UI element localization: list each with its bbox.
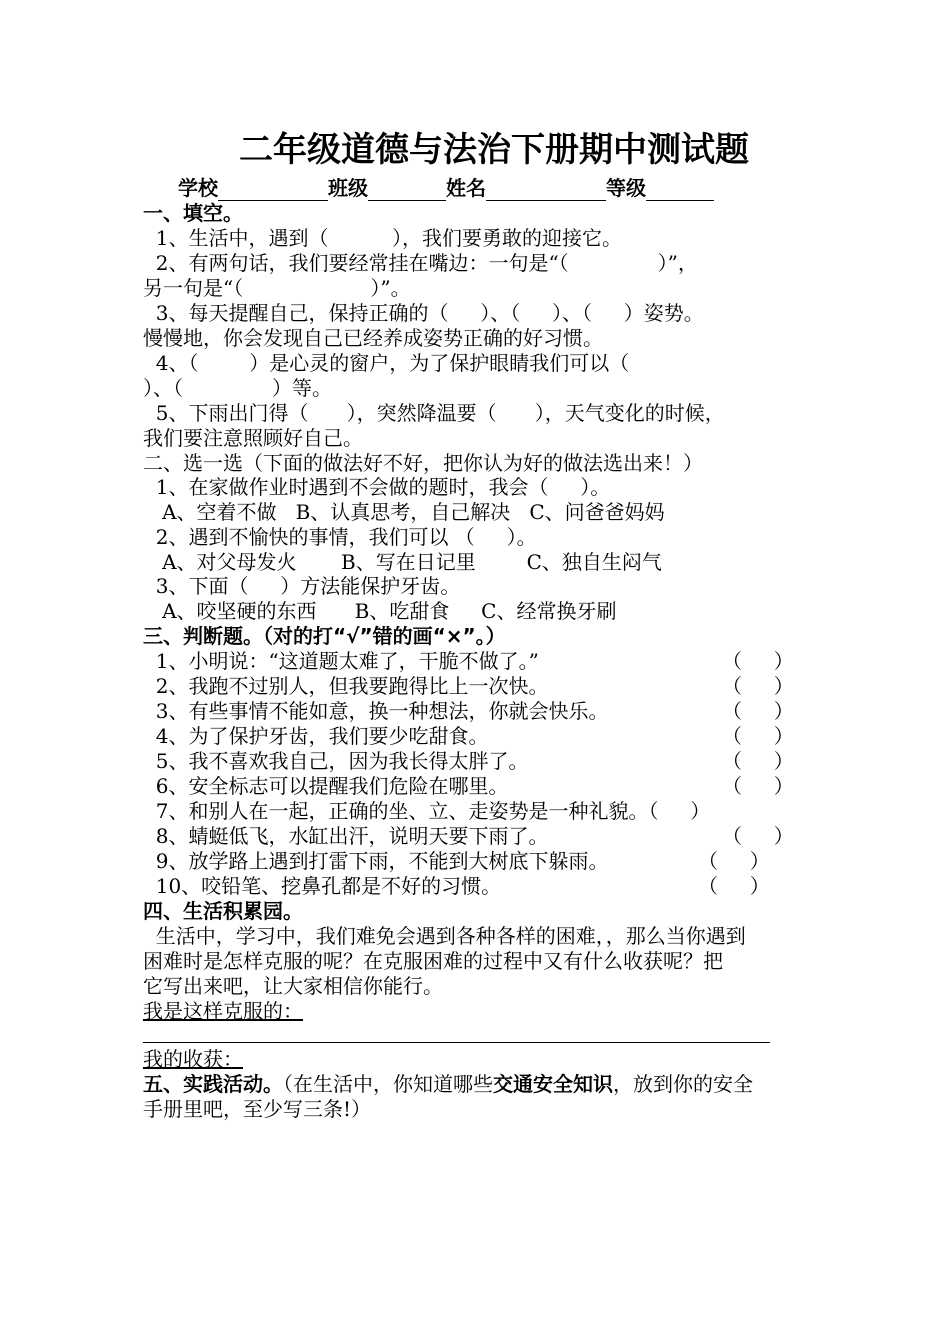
s1-line: 3、每天提醒自己，保持正确的（ ）、（ ）、（ ）姿势。 (143, 301, 704, 325)
class-label: 班级 (328, 176, 368, 200)
overcome-label: 我是这样克服的： (143, 999, 303, 1023)
s1-line: 慢慢地，你会发现自己已经养成姿势正确的好习惯。 (143, 326, 603, 350)
answer-paren[interactable]: （ ） (698, 874, 770, 898)
student-info-line (178, 175, 714, 201)
judge-item: 9、放学路上遇到打雷下雨，不能到大树底下躲雨。 (143, 849, 609, 873)
section3-heading: 三、判断题。（对的打“√”错的画“×”。） (143, 624, 506, 648)
s1-line: 5、下雨出门得（ ），突然降温要（ ），天气变化的时候， (143, 401, 725, 425)
s2-question: 2、遇到不愉快的事情，我们可以 （ ）。 (143, 525, 537, 549)
answer-paren[interactable]: （ ） (722, 699, 794, 723)
answer-paren[interactable]: （ ） (722, 724, 794, 748)
school-label: 学校 (178, 176, 218, 200)
s2-question: 1、在家做作业时遇到不会做的题时，我会（ ）。 (143, 475, 611, 499)
s2-options: A、咬坚硬的东西 B、吃甜食 C、经常换牙刷 (143, 599, 617, 623)
s5-text: （在生活中，你知道哪些 (283, 1072, 493, 1096)
grade-blank[interactable] (646, 180, 714, 201)
judge-item: 5、我不喜欢我自己，因为我长得太胖了。 (143, 749, 529, 773)
name-blank[interactable] (486, 180, 606, 201)
s5-text: 手册里吧，至少写三条!） (143, 1097, 372, 1121)
judge-item: 4、为了保护牙齿，我们要少吃甜食。 (143, 724, 489, 748)
answer-paren[interactable]: （ ） (722, 749, 794, 773)
name-label: 姓名 (446, 176, 486, 200)
judge-item: 8、蜻蜓低飞，水缸出汗，说明天要下雨了。 (143, 824, 549, 848)
s1-line: 1、生活中，遇到（ ），我们要勇敢的迎接它。 (143, 226, 623, 250)
s1-line: 2、有两句话，我们要经常挂在嘴边：一句是“（ ）”， (143, 251, 698, 275)
s5-bold-text: 交通安全知识 (493, 1072, 613, 1096)
judge-item: 7、和别人在一起，正确的坐、立、走姿势是一种礼貌。（ ） (143, 799, 711, 823)
s1-line: 另一句是“（ ）”。 (143, 276, 411, 300)
section2-heading: 二、选一选（下面的做法好不好，把你认为好的做法选出来！） (143, 451, 703, 475)
s1-line: 4、（ ）是心灵的窗户，为了保护眼睛我们可以（ (143, 351, 630, 375)
s2-options: A、对父母发火 B、写在日记里 C、独自生闷气 (143, 550, 662, 574)
judge-item: 10、咬铅笔、挖鼻孔都是不好的习惯。 (143, 874, 502, 898)
gain-label: 我的收获： (143, 1047, 243, 1071)
s4-paragraph: 生活中，学习中，我们难免会遇到各种各样的困难，，那么当你遇到 (143, 924, 746, 948)
answer-paren[interactable]: （ ） (722, 674, 794, 698)
answer-paren[interactable]: （ ） (722, 774, 794, 798)
answer-paren[interactable]: （ ） (722, 649, 794, 673)
judge-item: 3、有些事情不能如意，换一种想法，你就会快乐。 (143, 699, 609, 723)
s5-text: ，放到你的安全 (613, 1072, 753, 1096)
answer-line[interactable] (143, 1042, 770, 1043)
s1-line: 我们要注意照顾好自己。 (143, 426, 363, 450)
s2-options: A、空着不做 B、认真思考，自己解决 C、问爸爸妈妈 (143, 500, 665, 524)
school-blank[interactable] (218, 180, 328, 201)
judge-item: 1、小明说：“这道题太难了，干脆不做了。” (143, 649, 539, 673)
page-title: 二年级道德与法治下册期中测试题 (239, 130, 749, 170)
section4-heading: 四、生活积累园。 (143, 899, 303, 923)
section5-line (143, 1072, 753, 1096)
class-blank[interactable] (368, 180, 446, 201)
answer-paren[interactable]: （ ） (722, 824, 794, 848)
answer-paren[interactable]: （ ） (698, 849, 770, 873)
judge-item: 6、安全标志可以提醒我们危险在哪里。 (143, 774, 509, 798)
s4-paragraph: 它写出来吧，让大家相信你能行。 (143, 974, 443, 998)
s1-line: ）、（ ）等。 (143, 376, 333, 400)
grade-label: 等级 (606, 176, 646, 200)
s2-question: 3、下面（ ）方法能保护牙齿。 (143, 574, 461, 598)
s4-paragraph: 困难时是怎样克服的呢？在克服困难的过程中又有什么收获呢？把 (143, 949, 723, 973)
section1-heading: 一、填空。 (143, 201, 243, 225)
judge-item: 2、我跑不过别人，但我要跑得比上一次快。 (143, 674, 549, 698)
section5-heading: 五、实践活动。 (143, 1072, 283, 1096)
